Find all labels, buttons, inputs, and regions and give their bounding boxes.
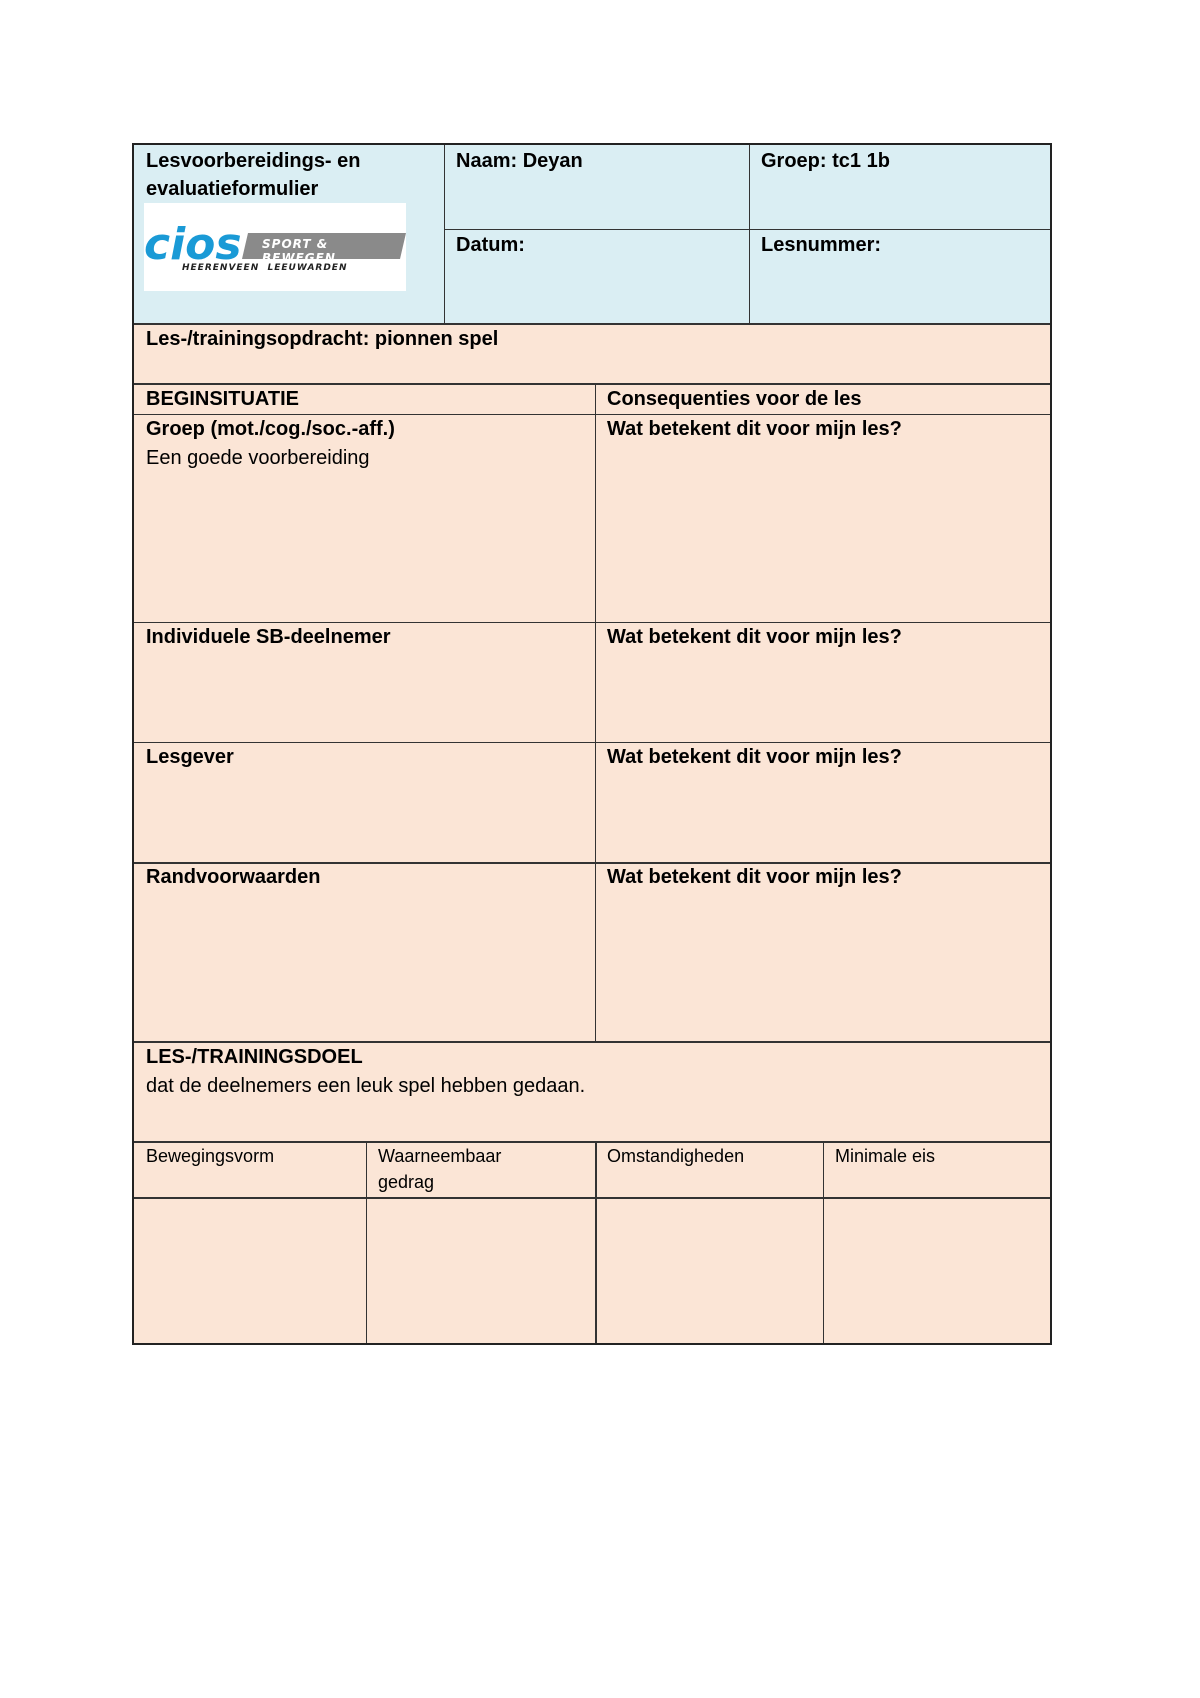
groep-field[interactable]: Groep: tc1 1b — [761, 150, 890, 172]
row-question: Wat betekent dit voor mijn les? — [607, 626, 902, 648]
criteria-cell[interactable] — [134, 1199, 365, 1343]
doel-header: LES-/TRAININGSDOEL — [146, 1046, 363, 1068]
svg-text:cios: cios — [144, 219, 242, 270]
divider — [134, 742, 1050, 743]
row-label-randvoorwaarden: Randvoorwaarden — [146, 866, 321, 888]
row-question: Wat betekent dit voor mijn les? — [607, 866, 902, 888]
doel-value[interactable]: dat de deelnemers een leuk spel hebben gedaan. — [146, 1075, 586, 1097]
consequenties-header: Consequenties voor de les — [607, 388, 862, 410]
row-label-groep: Groep (mot./cog./soc.-aff.) — [146, 418, 395, 440]
col-header-bewegingsvorm: Bewegingsvorm — [146, 1146, 275, 1166]
divider — [444, 145, 445, 323]
naam-field[interactable]: Naam: Deyan — [456, 150, 583, 172]
criteria-cell[interactable] — [597, 1199, 822, 1343]
divider — [749, 145, 750, 323]
row-question: Wat betekent dit voor mijn les? — [607, 746, 902, 768]
criteria-cell[interactable] — [367, 1199, 594, 1343]
lesson-form — [132, 143, 1052, 1345]
row-question: Wat betekent dit voor mijn les? — [607, 418, 902, 440]
col-header-waarneembaar: Waarneembaar gedrag — [378, 1146, 502, 1192]
lesnummer-field[interactable]: Lesnummer: — [761, 234, 882, 256]
criteria-cell[interactable] — [824, 1199, 1050, 1343]
datum-field[interactable]: Datum: — [456, 234, 525, 256]
logo-tagline: SPORT & BEWEGEN — [262, 237, 336, 265]
divider — [444, 229, 1050, 230]
divider — [595, 383, 596, 1043]
logo-locations: HEERENVEEN LEEUWARDEN — [182, 263, 348, 273]
cios-logo — [144, 203, 406, 291]
beginsituatie-header: BEGINSITUATIE — [146, 388, 299, 410]
form-title: Lesvoorbereidings- en evaluatieformulier — [146, 150, 361, 200]
row-label-lesgever: Lesgever — [146, 746, 234, 768]
assignment-field[interactable]: Les-/trainingsopdracht: pionnen spel — [146, 328, 499, 350]
row-label-deelnemer: Individuele SB-deelnemer — [146, 626, 391, 648]
row-value-groep[interactable]: Een goede voorbereiding — [146, 447, 370, 469]
col-header-omstandigheden: Omstandigheden — [607, 1146, 745, 1166]
col-header-minimale-eis: Minimale eis — [835, 1146, 936, 1166]
